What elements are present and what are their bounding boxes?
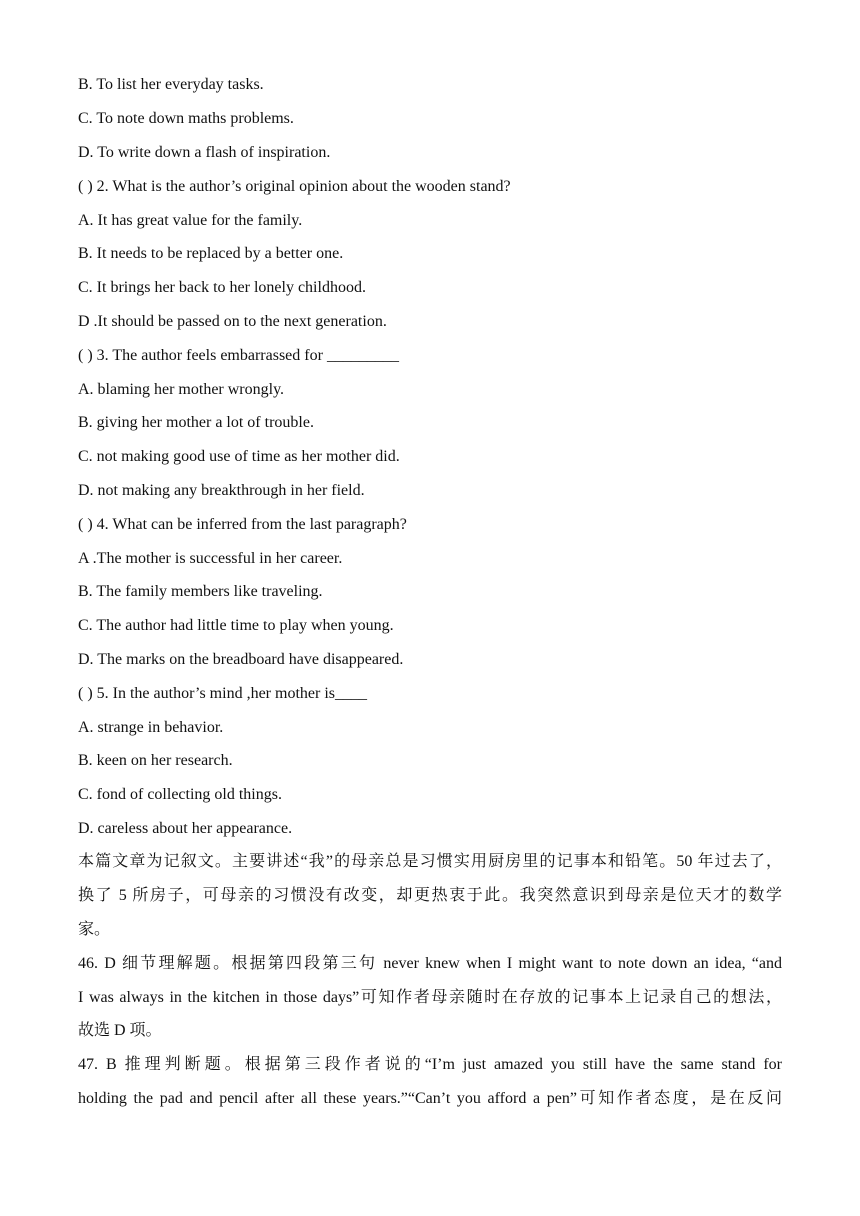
option-c-q5: C. fond of collecting old things. [78, 786, 282, 803]
option-b-q1: B. To list her everyday tasks. [78, 76, 264, 93]
option-d-q4: D. The marks on the breadboard have disappeared. [78, 651, 404, 668]
option-c-q2: C. It brings her back to her lonely childhood. [78, 279, 366, 296]
option-c-q4: C. The author had little time to play when young. [78, 617, 394, 634]
option-c-q1: C. To note down maths problems. [78, 110, 294, 127]
option-a-q2: A. It has great value for the family. [78, 212, 303, 229]
answer-47-line: holding the pad and pencil after all these years.”“Can’t you afford a pen”可知作者态度，是在反问 [78, 1090, 782, 1107]
option-a-q3: A. blaming her mother wrongly. [78, 381, 285, 398]
option-b-q3: B. giving her mother a lot of trouble. [78, 414, 314, 431]
answer-47-line: 47. B 推理判断题。根据第三段作者说的“I’m just amazed you still have the same stand for [78, 1056, 782, 1073]
question-3: ( ) 3. The author feels embarrassed for _________ [78, 347, 399, 364]
option-c-q3: C. not making good use of time as her mother did. [78, 448, 400, 465]
question-4: ( ) 4. What can be inferred from the last paragraph? [78, 516, 407, 533]
option-b-q4: B. The family members like traveling. [78, 583, 323, 600]
answer-46-line: 46. D 细节理解题。根据第四段第三句 never knew when I might want to note down an idea, “and [78, 955, 782, 972]
option-b-q5: B. keen on her research. [78, 752, 233, 769]
option-d-q5: D. careless about her appearance. [78, 820, 293, 837]
analysis-line: 本篇文章为记叙文。主要讲述“我”的母亲总是习惯实用厨房里的记事本和铅笔。50 年过去了， [78, 853, 782, 870]
option-d-q3: D. not making any breakthrough in her field. [78, 482, 365, 499]
option-d-q1: D. To write down a flash of inspiration. [78, 144, 331, 161]
analysis-line: 换了 5 所房子，可母亲的习惯没有改变，却更热衷于此。我突然意识到母亲是位天才的数学 [78, 887, 782, 904]
question-2: ( ) 2. What is the author’s original opinion about the wooden stand? [78, 178, 511, 195]
option-a-q4: A .The mother is successful in her career. [78, 550, 343, 567]
question-5: ( ) 5. In the author’s mind ,her mother is____ [78, 685, 367, 702]
option-a-q5: A. strange in behavior. [78, 719, 224, 736]
option-d-q2: D .It should be passed on to the next generation. [78, 313, 387, 330]
answer-46-line: I was always in the kitchen in those days”可知作者母亲随时在存放的记事本上记录自己的想法， [78, 989, 782, 1006]
answer-46-line: 故选 D 项。 [78, 1022, 162, 1039]
analysis-line: 家。 [78, 921, 111, 938]
option-b-q2: B. It needs to be replaced by a better one. [78, 245, 344, 262]
